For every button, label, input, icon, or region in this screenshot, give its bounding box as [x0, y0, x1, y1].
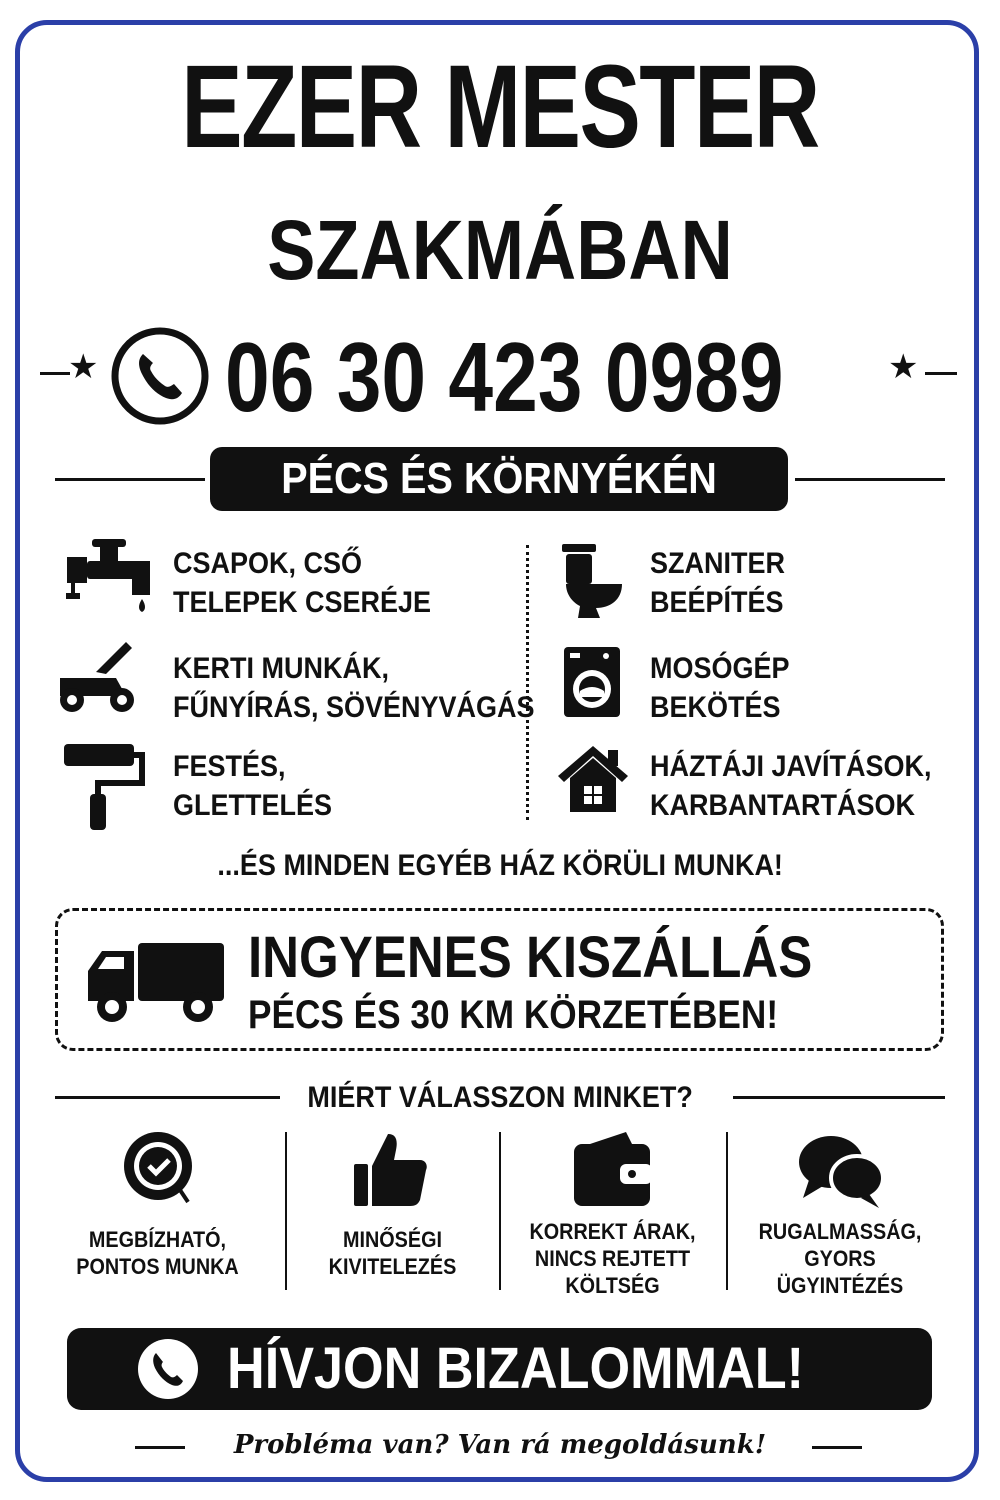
why-2-text: MINŐSÉGI KIVITELEZÉS: [328, 1227, 457, 1279]
service-4-line2: BEÉPÍTÉS: [650, 586, 784, 619]
why-divider-right: [733, 1096, 945, 1099]
washing-machine-icon: [562, 645, 622, 719]
why-1-text: MEGBÍZHATÓ, PONTOS MUNKA: [76, 1227, 239, 1279]
title-line1: EZER MESTER: [181, 41, 819, 173]
badge-check-icon: [118, 1128, 198, 1208]
divider-right: [925, 372, 957, 375]
service-2-line2: FŰNYÍRÁS, SÖVÉNYVÁGÁS: [173, 691, 535, 724]
truck-icon: [86, 941, 226, 1025]
service-1-line1: CSAPOK, CSŐ: [173, 547, 363, 580]
service-2-line1: KERTI MUNKÁK,: [173, 652, 389, 685]
services-divider: [526, 545, 529, 820]
title-line2: SZAKMÁBAN: [267, 203, 733, 297]
service-6-line2: KARBANTARTÁSOK: [650, 789, 915, 822]
why-4-text: RUGALMASSÁG, GYORS ÜGYINTÉZÉS: [758, 1219, 922, 1298]
lawnmower-icon: [56, 640, 140, 716]
area-banner: [210, 447, 788, 511]
other-work-text: ...ÉS MINDEN EGYÉB HÁZ KÖRÜLI MUNKA!: [217, 849, 783, 882]
divider-left: [40, 372, 70, 375]
why-3-text: KORREKT ÁRAK, NINCS REJTETT KÖLTSÉG: [529, 1219, 696, 1298]
paint-roller-icon: [62, 740, 146, 832]
phone-row: [0, 320, 1000, 430]
wallet-icon: [570, 1130, 654, 1210]
why-divider-left: [55, 1096, 280, 1099]
star-left-icon: ★: [68, 348, 99, 386]
star-right-icon: ★: [888, 348, 919, 386]
service-3-line1: FESTÉS,: [173, 750, 286, 783]
service-5-line1: MOSÓGÉP: [650, 652, 790, 685]
service-4-line1: SZANITER: [650, 547, 785, 580]
area-text: PÉCS ÉS KÖRNYÉKÉN: [281, 454, 717, 503]
why-separator-2: [499, 1132, 501, 1290]
why-heading: MIÉRT VÁLASSZON MINKET?: [307, 1081, 693, 1114]
cta-text: HÍVJON BIZALOMMAL!: [227, 1336, 805, 1401]
tagline: Probléma van? Van rá megoldásunk!: [233, 1430, 767, 1460]
faucet-icon: [62, 535, 158, 617]
phone-circle-icon: [137, 1338, 199, 1400]
delivery-line1: INGYENES KISZÁLLÁS: [248, 925, 813, 990]
thumbs-up-icon: [350, 1130, 430, 1210]
why-separator-3: [726, 1132, 728, 1290]
delivery-line2: PÉCS ÉS 30 KM KÖRZETÉBEN!: [248, 993, 779, 1037]
house-icon: [556, 742, 630, 814]
service-6-line1: HÁZTÁJI JAVÍTÁSOK,: [650, 750, 932, 783]
cta-banner[interactable]: [67, 1328, 932, 1410]
service-5-line2: BEKÖTÉS: [650, 691, 781, 724]
service-1-line2: TELEPEK CSERÉJE: [173, 586, 432, 619]
area-divider-left: [55, 478, 205, 481]
delivery-box: [55, 908, 944, 1051]
service-3-line2: GLETTELÉS: [173, 789, 333, 822]
why-separator-1: [285, 1132, 287, 1290]
phone-number[interactable]: 06 30 423 0989: [225, 322, 784, 432]
chat-bubbles-icon: [795, 1132, 887, 1210]
tagline-dash-left: [135, 1446, 185, 1449]
area-divider-right: [795, 478, 945, 481]
phone-icon: [110, 326, 210, 426]
tagline-dash-right: [812, 1446, 862, 1449]
toilet-icon: [558, 540, 628, 620]
